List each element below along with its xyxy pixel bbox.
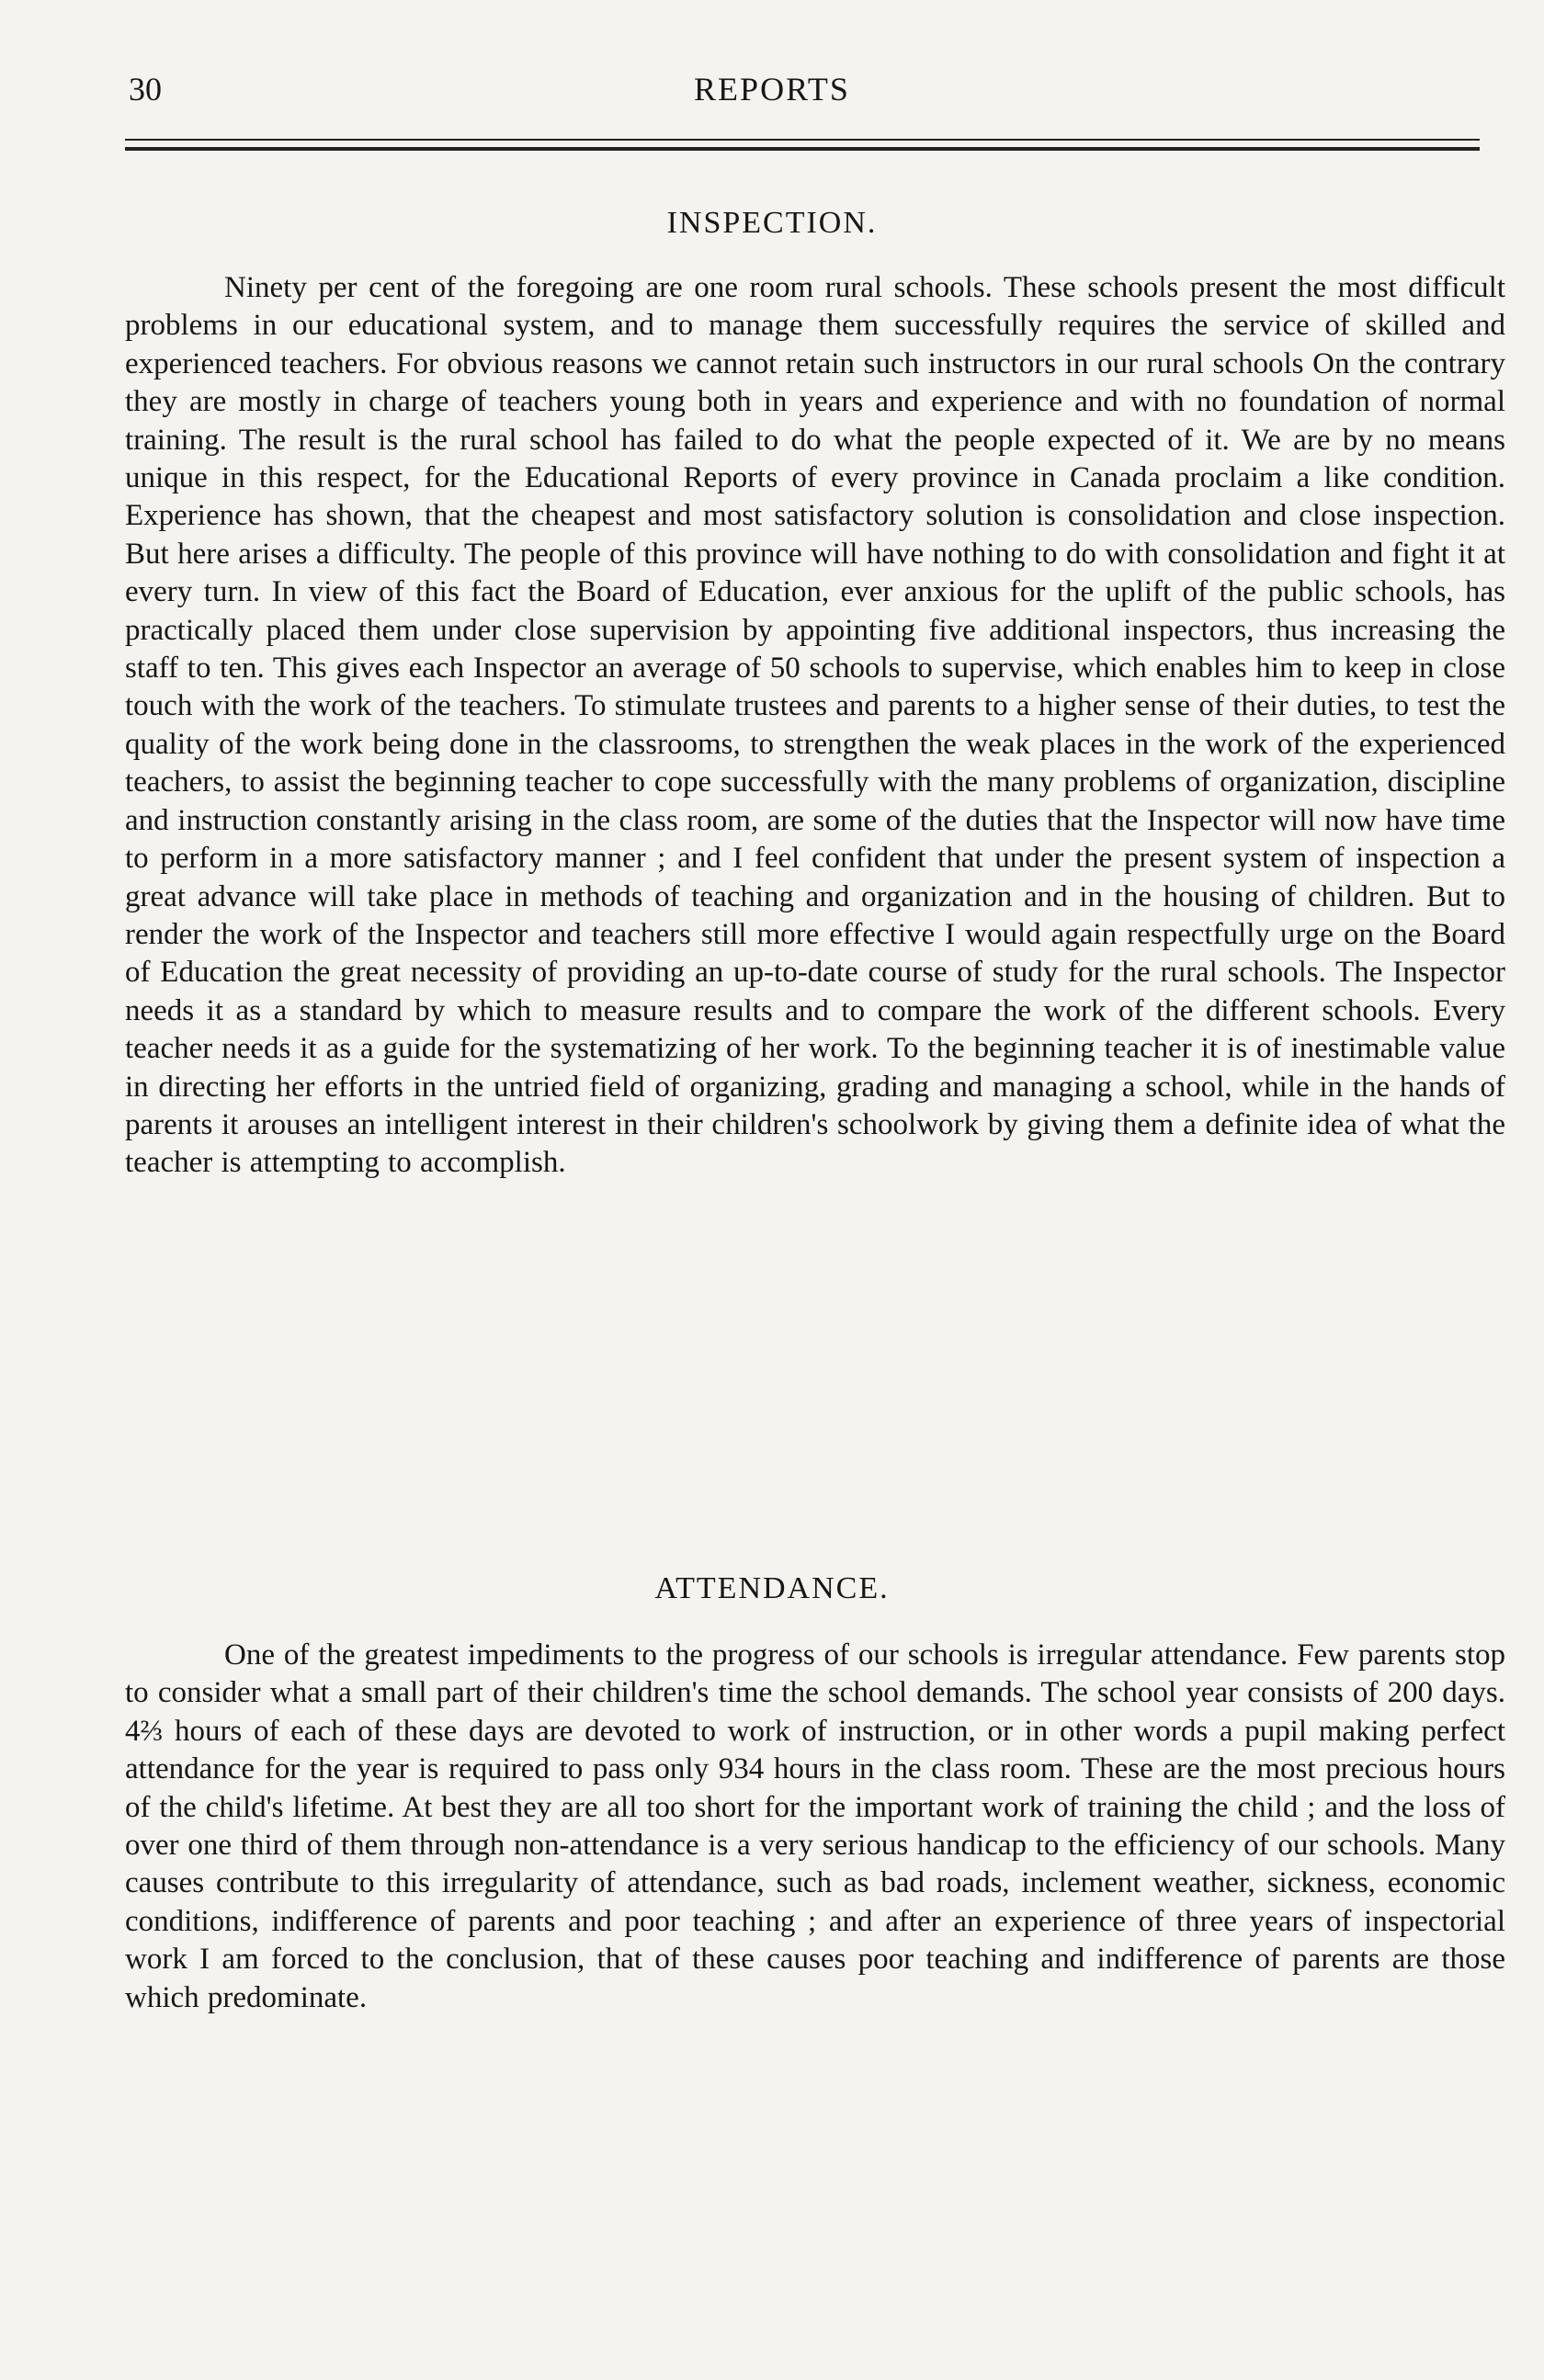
- page-number: 30: [129, 71, 162, 108]
- paragraph-inspection: Ninety per cent of the foregoing are one room rural schools. These schools present the most difficult problems in our educational system, and to manage them successfully requires the service of skilled and experienced teachers. For obvious reasons we cannot retain such instructors in our rural schools On the contrary they are mostly in charge of teachers young both in years and experience and with no foundation of normal training. The result is the rural school has failed to do what the people expected of it. We are by no means unique in this respect, for the Educational Reports of every province in Canada proclaim a like condition. Experience has shown, that the cheapest and most satisfactory solution is consolidation and close inspection. But here arises a difficulty. The people of this province will have nothing to do with consolidation and fight it at every turn. In view of this fact the Board of Education, ever anxious for the uplift of the public schools, has practically placed them under close supervision by appointing five additional inspectors, thus increasing the staff to ten. This gives each Inspector an average of 50 schools to supervise, which enables him to keep in close touch with the work of the teachers. To stimulate trustees and parents to a higher sense of their duties, to test the quality of the work being done in the classrooms, to strengthen the weak places in the work of the experienced teachers, to assist the beginning teacher to cope successfully with the many problems of organization, discipline and instruction constantly arising in the class room, are some of the duties that the Inspector will now have time to perform in a more satisfactory manner ; and I feel confident that under the present system of inspection a great advance will take place in methods of teaching and organization and in the housing of children. But to render the work of the Inspector and teachers still more effective I would again respectfully urge on the Board of Education the great necessity of providing an up-to-date course of study for the rural schools. The Inspector needs it as a standard by which to measure results and to compare the work of the different schools. Every teacher needs it as a guide for the systematizing of her work. To the beginning teacher it is of inestimable value in directing her efforts in the untried field of organizing, grading and managing a school, while in the hands of parents it arouses an intelligent interest in their children's schoolwork by giving them a definite idea of what the teacher is attempting to accomplish.: [125, 271, 1505, 1180]
- paragraph-attendance: One of the greatest impediments to the progress of our schools is irregular attendance. Few parents stop to consider what a small part of their children's time the school demands. The school year consists of 200 days. 4⅔ hours of each of these days are devoted to work of instruction, or in other words a pupil making perfect attendance for the year is required to pass only 934 hours in the class room. These are the most precious hours of the child's lifetime. At best they are all too short for the important work of training the child ; and the loss of over one third of them through non-attendance is a very serious handicap to the efficiency of our schools. Many causes contribute to this irregularity of attendance, such as bad roads, inclement weather, sickness, economic conditions, indifference of parents and poor teaching ; and after an experience of three years of inspectorial work I am forced to the conclusion, that of these causes poor teaching and indifference of parents are those which predominate.: [125, 1638, 1505, 2014]
- header-rule-thin: [125, 139, 1480, 141]
- running-head: REPORTS: [694, 71, 850, 108]
- header-rule-thick: [125, 147, 1480, 151]
- section-heading-inspection: INSPECTION.: [666, 206, 878, 240]
- section-heading-attendance: ATTENDANCE.: [654, 1571, 890, 1605]
